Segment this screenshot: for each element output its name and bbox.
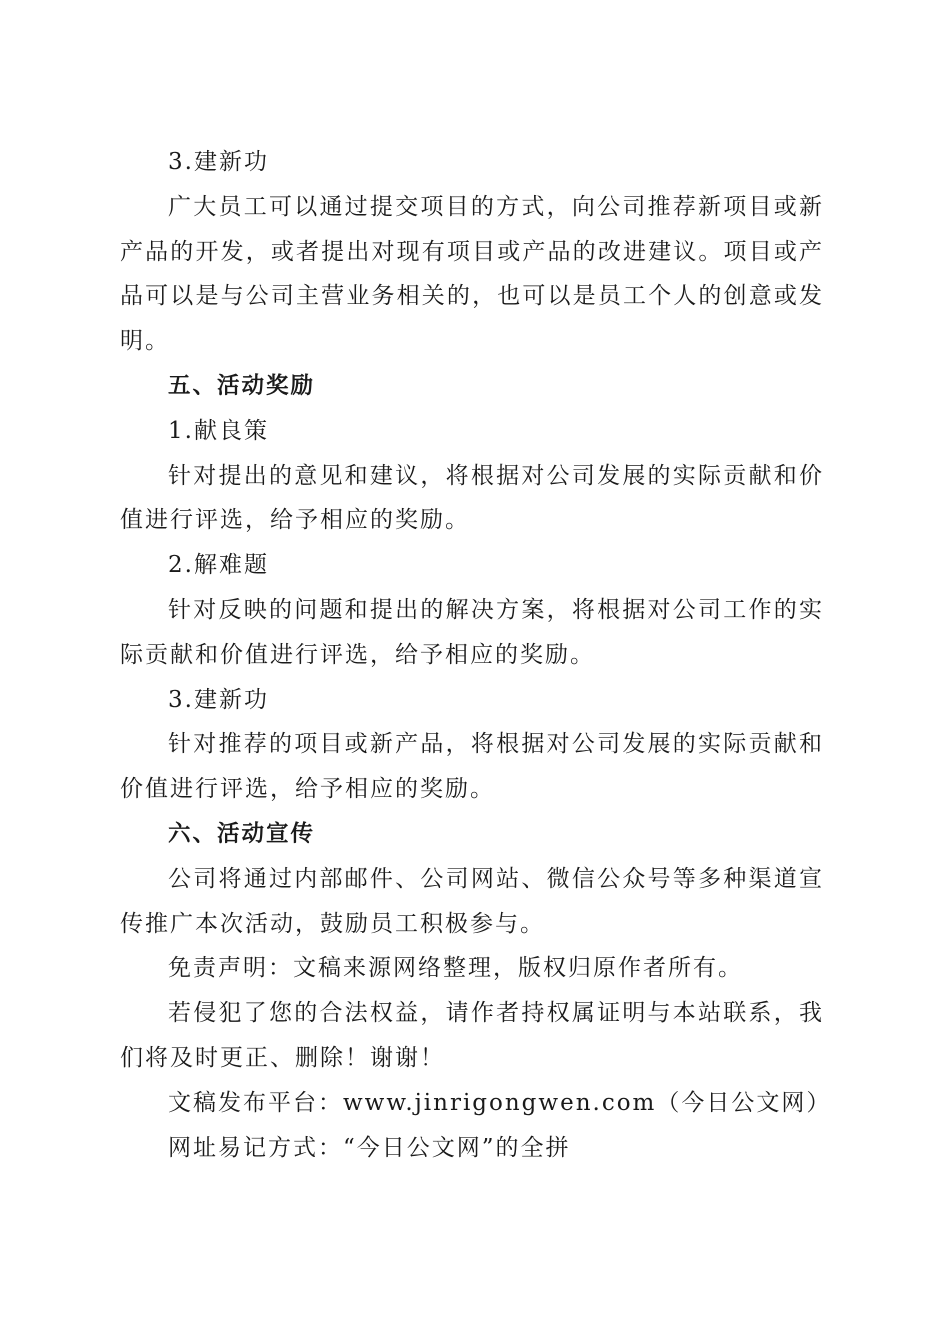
reward-title-jienanti: 2.解难题: [168, 552, 269, 579]
reward-title-xianliangce: 1.献良策: [168, 417, 269, 444]
contact-notice-text: 若侵犯了您的合法权益，请作者持权属证明与本站联系，我们将及时更正、删除！谢谢！: [120, 1000, 824, 1071]
item-body-jianxingong: 广大员工可以通过提交项目的方式，向公司推荐新项目或新产品的开发，或者提出对现有项目或产品的改进建议。项目或产品可以是与公司主营业务相关的，也可以是员工个人的创意或发明。: [120, 193, 824, 355]
reward-title-jianxingong: 3.建新功: [168, 686, 269, 713]
reward-body-jianxingong: 针对推荐的项目或新产品，将根据对公司发展的实际贡献和价值进行评选，给予相应的奖励。: [120, 731, 824, 803]
publish-platform-text: 文稿发布平台：www.jinrigongwen.com（今日公文网）: [168, 1089, 832, 1116]
item-title-jianxingong: 3.建新功: [168, 149, 269, 175]
url-hint-text: 网址易记方式：“今日公文网”的全拼: [168, 1134, 571, 1161]
document-page: [120, 140, 832, 1170]
reward-body-xianliangce: 针对提出的意见和建议，将根据对公司发展的实际贡献和价值进行评选，给予相应的奖励。: [120, 462, 824, 534]
promotion-body: 公司将通过内部邮件、公司网站、微信公众号等多种渠道宣传推广本次活动，鼓励员工积极参与。: [120, 865, 824, 937]
section-heading-promotion: 六、活动宣传: [168, 820, 316, 847]
section-heading-rewards: 五、活动奖励: [168, 372, 316, 399]
disclaimer-text: 免责声明：文稿来源网络整理，版权归原作者所有。: [168, 955, 743, 982]
reward-body-jienanti: 针对反映的问题和提出的解决方案，将根据对公司工作的实际贡献和价值进行评选，给予相应的奖励。: [120, 596, 824, 668]
